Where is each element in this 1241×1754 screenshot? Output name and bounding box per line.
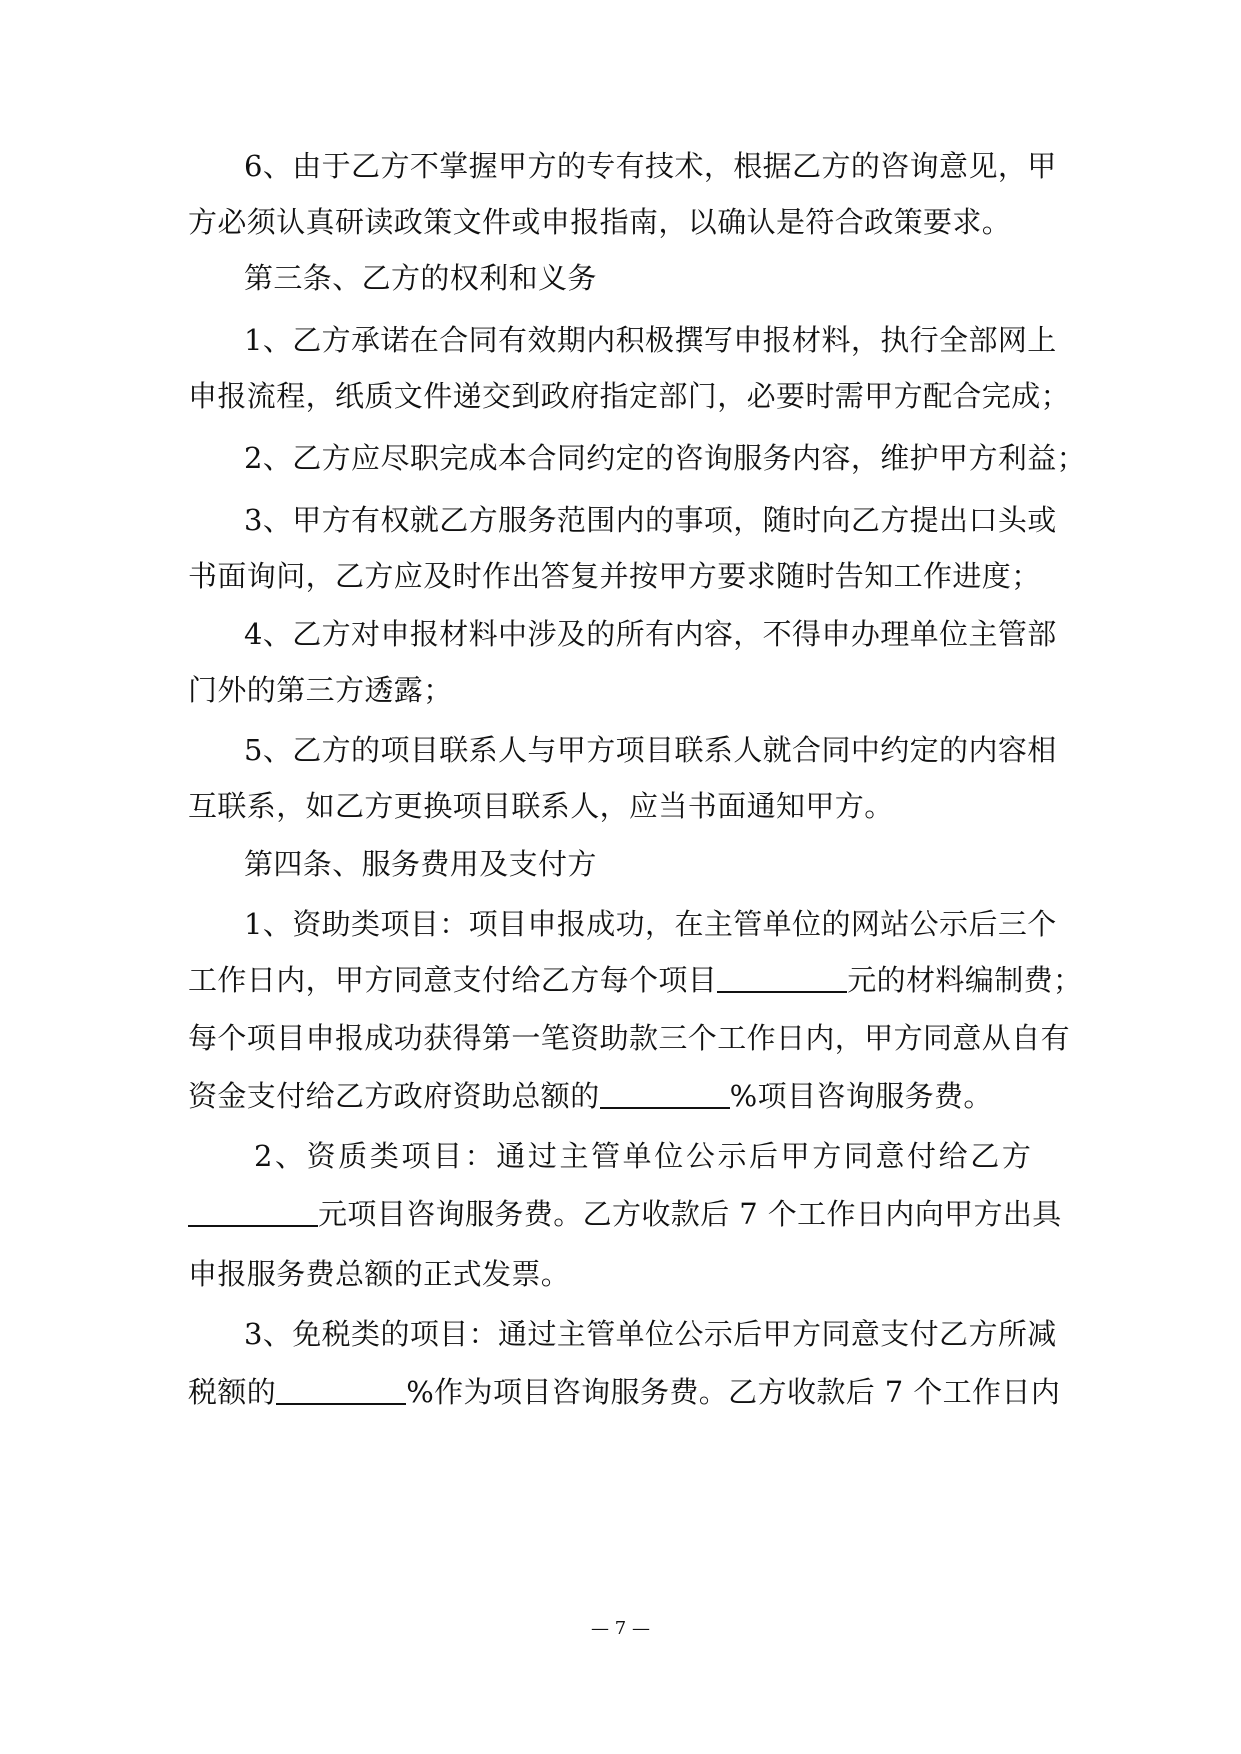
text-line: 4、乙方对申报材料中涉及的所有内容，不得申办理单位主管部 bbox=[244, 617, 1057, 651]
text-line bbox=[188, 1372, 1061, 1412]
text-line: 5、乙方的项目联系人与甲方项目联系人就合同中约定的内容相 bbox=[244, 733, 1057, 767]
text-line: 每个项目申报成功获得第一笔资助款三个工作日内，甲方同意从自有 bbox=[188, 1021, 1071, 1055]
text-line: 6、由于乙方不掌握甲方的专有技术，根据乙方的咨询意见，甲 bbox=[244, 149, 1057, 183]
text-line: 互联系，如乙方更换项目联系人，应当书面通知甲方。 bbox=[188, 789, 894, 823]
text-segment: 税额的 bbox=[188, 1375, 277, 1409]
text-line: 门外的第三方透露； bbox=[188, 673, 453, 707]
fill-in-blank bbox=[600, 1081, 730, 1109]
text-line bbox=[188, 960, 1083, 1000]
fill-in-blank bbox=[717, 965, 847, 993]
text-line: 方必须认真研读政策文件或申报指南，以确认是符合政策要求。 bbox=[188, 205, 1012, 239]
text-line: 书面询问，乙方应及时作出答复并按甲方要求随时告知工作进度； bbox=[188, 559, 1041, 593]
text-line: 3、甲方有权就乙方服务范围内的事项，随时向乙方提出口头或 bbox=[244, 503, 1057, 537]
text-line: 申报服务费总额的正式发票。 bbox=[188, 1257, 571, 1291]
text-line: 申报流程，纸质文件递交到政府指定部门，必要时需甲方配合完成； bbox=[188, 379, 1071, 413]
text-line: 2、乙方应尽职完成本合同约定的咨询服务内容，维护甲方利益； bbox=[244, 441, 1087, 475]
text-line: 1、乙方承诺在合同有效期内积极撰写申报材料，执行全部网上 bbox=[244, 323, 1057, 357]
text-segment: 资金支付给乙方政府资助总额的 bbox=[188, 1079, 600, 1113]
fill-in-blank bbox=[188, 1199, 318, 1227]
text-line: 2、资质类项目：通过主管单位公示后甲方同意付给乙方 bbox=[254, 1139, 1034, 1173]
text-segment: %作为项目咨询服务费。乙方收款后 7 个工作日内 bbox=[406, 1375, 1061, 1409]
text-segment: 元的材料编制费； bbox=[847, 963, 1083, 997]
section-heading: 第三条、乙方的权利和义务 bbox=[244, 261, 597, 295]
text-line bbox=[188, 1194, 1062, 1234]
text-line: 3、免税类的项目：通过主管单位公示后甲方同意支付乙方所减 bbox=[244, 1317, 1057, 1351]
text-segment: 工作日内，甲方同意支付给乙方每个项目 bbox=[188, 963, 718, 997]
text-line bbox=[188, 1076, 1058, 1116]
text-segment: %项目咨询服务费。 bbox=[729, 1079, 993, 1113]
page-number: — 7 — bbox=[591, 1618, 650, 1639]
fill-in-blank bbox=[276, 1377, 406, 1405]
text-line: 1、资助类项目：项目申报成功，在主管单位的网站公示后三个 bbox=[244, 907, 1057, 941]
section-heading: 第四条、服务费用及支付方 bbox=[244, 847, 597, 881]
text-segment: 元项目咨询服务费。乙方收款后 7 个工作日内向甲方出具 bbox=[318, 1197, 1062, 1231]
